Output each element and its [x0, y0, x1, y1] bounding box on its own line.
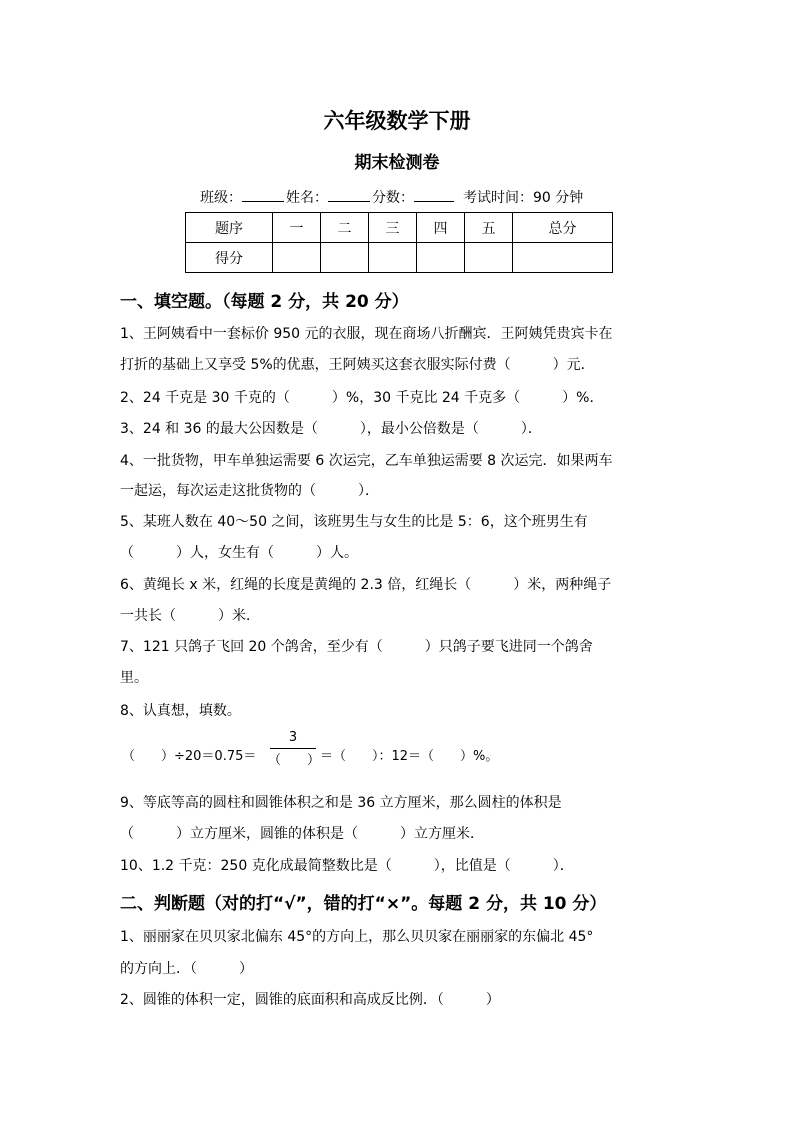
question-line: 里。: [120, 670, 148, 686]
question-line: 2、24 千克是 30 千克的（ ）%，30 千克比 24 千克多（ ）%．: [120, 390, 604, 406]
question-line: 1、王阿姨看中一套标价 950 元的衣服，现在商场八折酬宾．王阿姨凭贵宾卡在: [120, 326, 613, 342]
question-line: （ ）立方厘米，圆锥的体积是（ ）立方厘米．: [120, 826, 484, 842]
q8-fraction: [268, 730, 321, 769]
name-field: [286, 187, 370, 207]
score-table-header-cell: 五: [465, 213, 513, 243]
question-line: 7、121 只鸽子飞回 20 个鸽舍，至少有（ ）只鸽子要飞进同一个鸽舍: [120, 639, 593, 655]
class-label: 班级：: [200, 190, 242, 206]
question-line: 2、圆锥的体积一定，圆锥的底面积和高成反比例．（ ）: [120, 992, 500, 1008]
score-cell[interactable]: [273, 243, 321, 273]
score-table-header-row: [186, 213, 613, 243]
score-cell[interactable]: [417, 243, 465, 273]
q8-equation-right: ＝（ ）：12＝（ ）%。: [320, 749, 499, 764]
score-cell[interactable]: [513, 243, 613, 273]
score-label: 分数：: [372, 190, 414, 206]
question-line: 4、一批货物，甲车单独运需要 6 次运完，乙车单独运需要 8 次运完．如果两车: [120, 453, 613, 469]
name-blank[interactable]: [328, 201, 370, 202]
question-line: 1、丽丽家在贝贝家北偏东 45°的方向上，那么贝贝家在丽丽家的东偏北 45°: [120, 929, 594, 945]
question-line: 10、1.2 千克：250 克化成最简整数比是（ ），比值是（ ）．: [120, 858, 574, 874]
score-table: [185, 212, 613, 273]
question-line: （ ）人，女生有（ ）人。: [120, 545, 358, 561]
score-blank[interactable]: [414, 201, 454, 202]
q8-fraction-denominator: （ ）: [268, 753, 321, 768]
score-row-label: 得分: [186, 243, 273, 273]
section2-title: 二、判断题（对的打“√”，错的打“×”。每题 2 分，共 10 分）: [120, 894, 607, 914]
question-line: 6、黄绳长 x 米，红绳的长度是黄绳的 2.3 倍，红绳长（ ）米，两种绳子: [120, 577, 612, 593]
name-label: 姓名：: [286, 190, 328, 206]
question-line: 5、某班人数在 40～50 之间，该班男生与女生的比是 5：6，这个班男生有: [120, 514, 588, 530]
score-field: [372, 187, 454, 207]
q8-equation-left: （ ）÷20＝0.75＝: [122, 749, 257, 764]
section1-title: 一、填空题。（每题 2 分，共 20 分）: [120, 292, 409, 312]
score-cell[interactable]: [369, 243, 417, 273]
question-line: 一起运，每次运走这批货物的（ ）．: [120, 483, 379, 499]
score-cell[interactable]: [321, 243, 369, 273]
score-table-score-row: [186, 243, 613, 273]
question-line: 打折的基础上又享受 5%的优惠，王阿姨买这套衣服实际付费（ ）元．: [120, 357, 595, 373]
question-line: 一共长（ ）米．: [120, 608, 260, 624]
score-table-header-cell: 四: [417, 213, 465, 243]
question-line: 的方向上．（ ）: [120, 961, 253, 977]
page-title: 六年级数学下册: [323, 109, 471, 133]
page-subtitle: 期末检测卷: [354, 153, 440, 173]
score-table-header-cell: 题序: [186, 213, 273, 243]
score-table-header-cell: 三: [369, 213, 417, 243]
score-table-header-cell: 一: [273, 213, 321, 243]
class-field: [200, 187, 284, 207]
question-line: 3、24 和 36 的最大公因数是（ ），最小公倍数是（ ）．: [120, 421, 542, 437]
score-table-header-cell: 总分: [513, 213, 613, 243]
exam-time: 考试时间：90 分钟: [463, 190, 584, 206]
q8-fraction-numerator: 3: [288, 730, 298, 745]
score-table-header-cell: 二: [321, 213, 369, 243]
class-blank[interactable]: [242, 201, 284, 202]
question-line: 8、认真想，填数。: [120, 703, 241, 719]
score-cell[interactable]: [465, 243, 513, 273]
question-line: 9、等底等高的圆柱和圆锥体积之和是 36 立方厘米，那么圆柱的体积是: [120, 795, 562, 811]
